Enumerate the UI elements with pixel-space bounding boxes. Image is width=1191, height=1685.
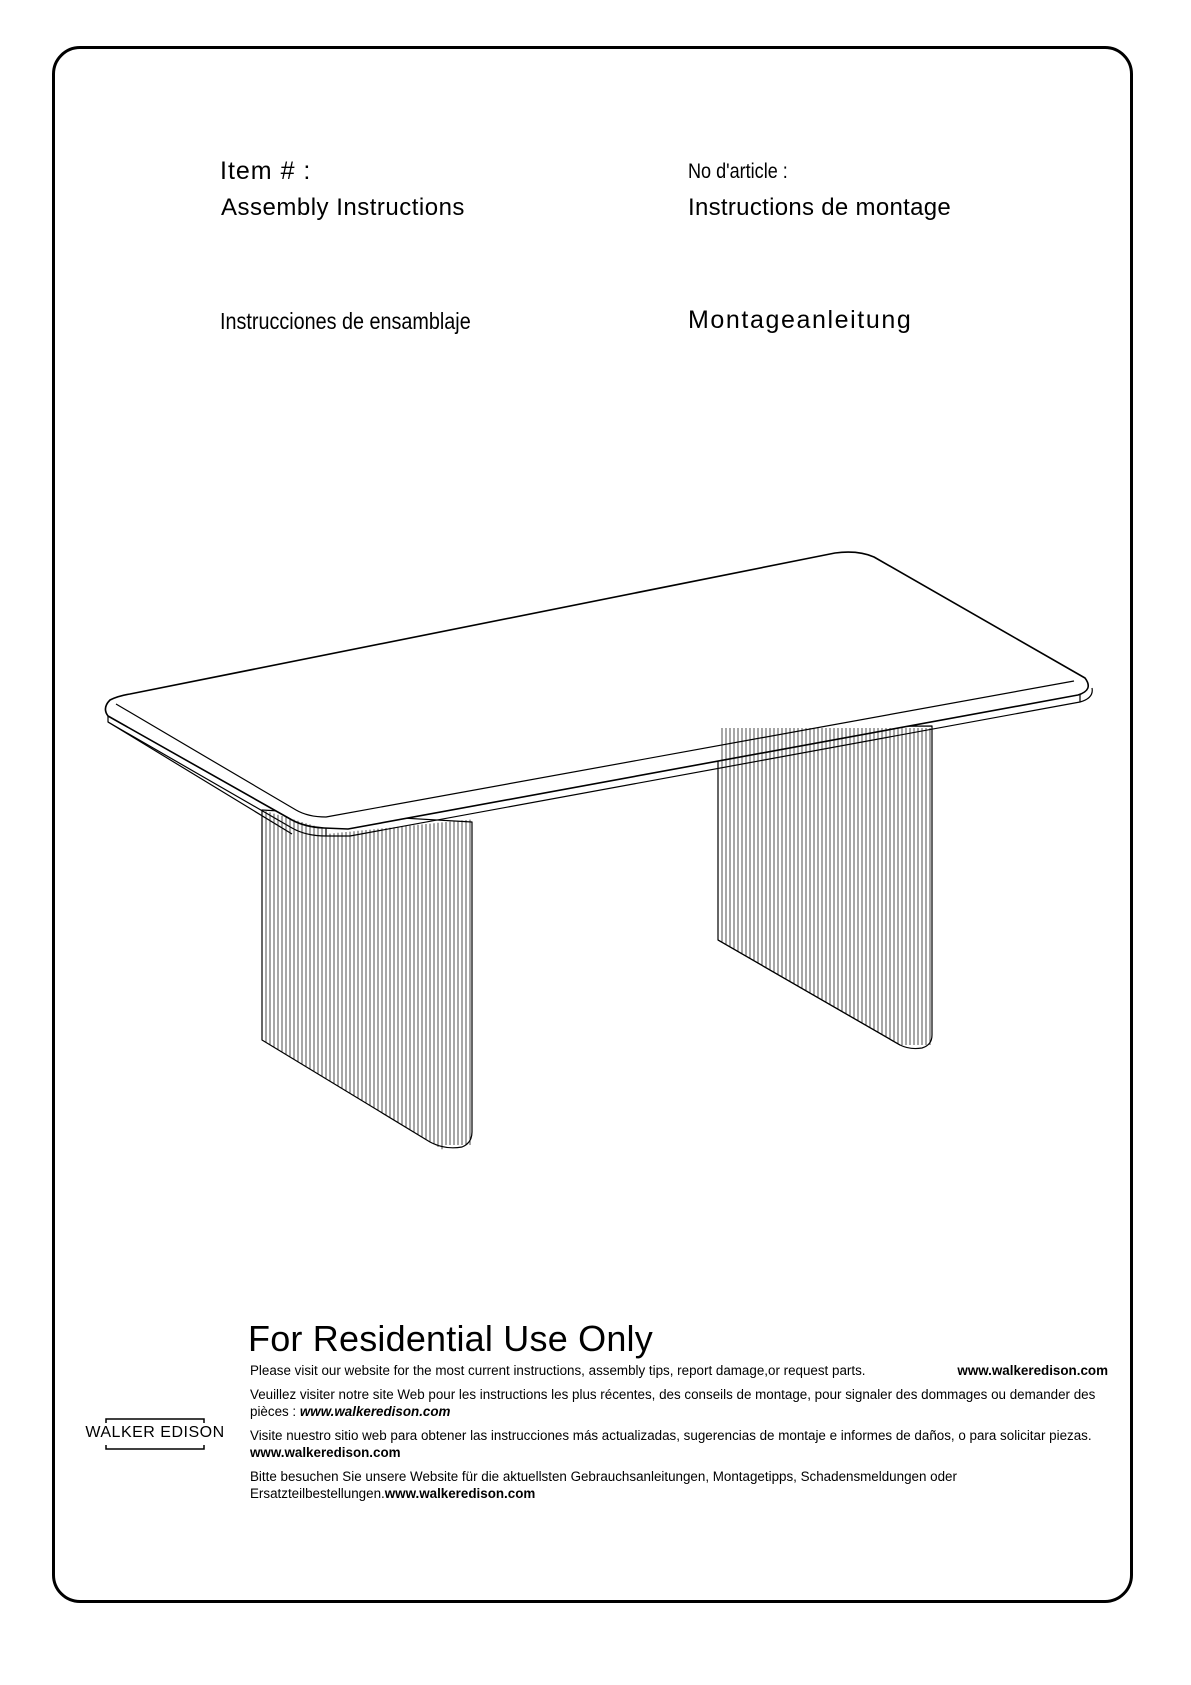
note-en [250, 1362, 1108, 1379]
website-link-de[interactable]: www.walkeredison.com [384, 1486, 536, 1501]
item-number-label: Item # : [220, 157, 312, 185]
note-es-text: Visite nuestro sitio web para obtener las instrucciones más actualizadas, sugerencias de montaje e informes de daños, o para solicitar piezas. [250, 1428, 1092, 1443]
dining-table-illustration [100, 540, 1100, 1170]
note-fr [250, 1386, 1108, 1420]
table-top [105, 552, 1092, 836]
website-link-fr[interactable]: www.walkeredison.com [299, 1404, 451, 1419]
website-notes [250, 1362, 1108, 1509]
assembly-instructions-de: Montageanleitung [688, 306, 913, 334]
residential-use-heading: For Residential Use Only [248, 1318, 653, 1359]
note-es [250, 1427, 1108, 1461]
left-leg [262, 810, 472, 1148]
note-en-text: Please visit our website for the most current instructions, assembly tips, report damage,or request parts. [250, 1363, 866, 1378]
assembly-instructions-fr: Instructions de montage [688, 194, 952, 221]
item-number-label-fr: No d'article : [688, 160, 788, 183]
assembly-instructions-es: Instrucciones de ensamblaje [220, 308, 471, 334]
note-fr-text: Veuillez visiter notre site Web pour les instructions les plus récentes, des conseils de montage, pour signaler des dommages ou demander des pièces : [250, 1387, 1096, 1419]
note-de [250, 1468, 1108, 1502]
logo-text: WALKER EDISON [85, 1424, 225, 1441]
assembly-instructions-en: Assembly Instructions [221, 194, 465, 221]
website-link-en[interactable]: www.walkeredison.com [957, 1363, 1108, 1378]
website-link-es[interactable]: www.walkeredison.com [250, 1445, 401, 1460]
walker-edison-logo [84, 1416, 226, 1452]
note-de-text: Bitte besuchen Sie unsere Website für die aktuellsten Gebrauchsanleitungen, Montagetipps, Schadensmeldungen oder Ersatzteilbestellungen. [250, 1469, 957, 1501]
